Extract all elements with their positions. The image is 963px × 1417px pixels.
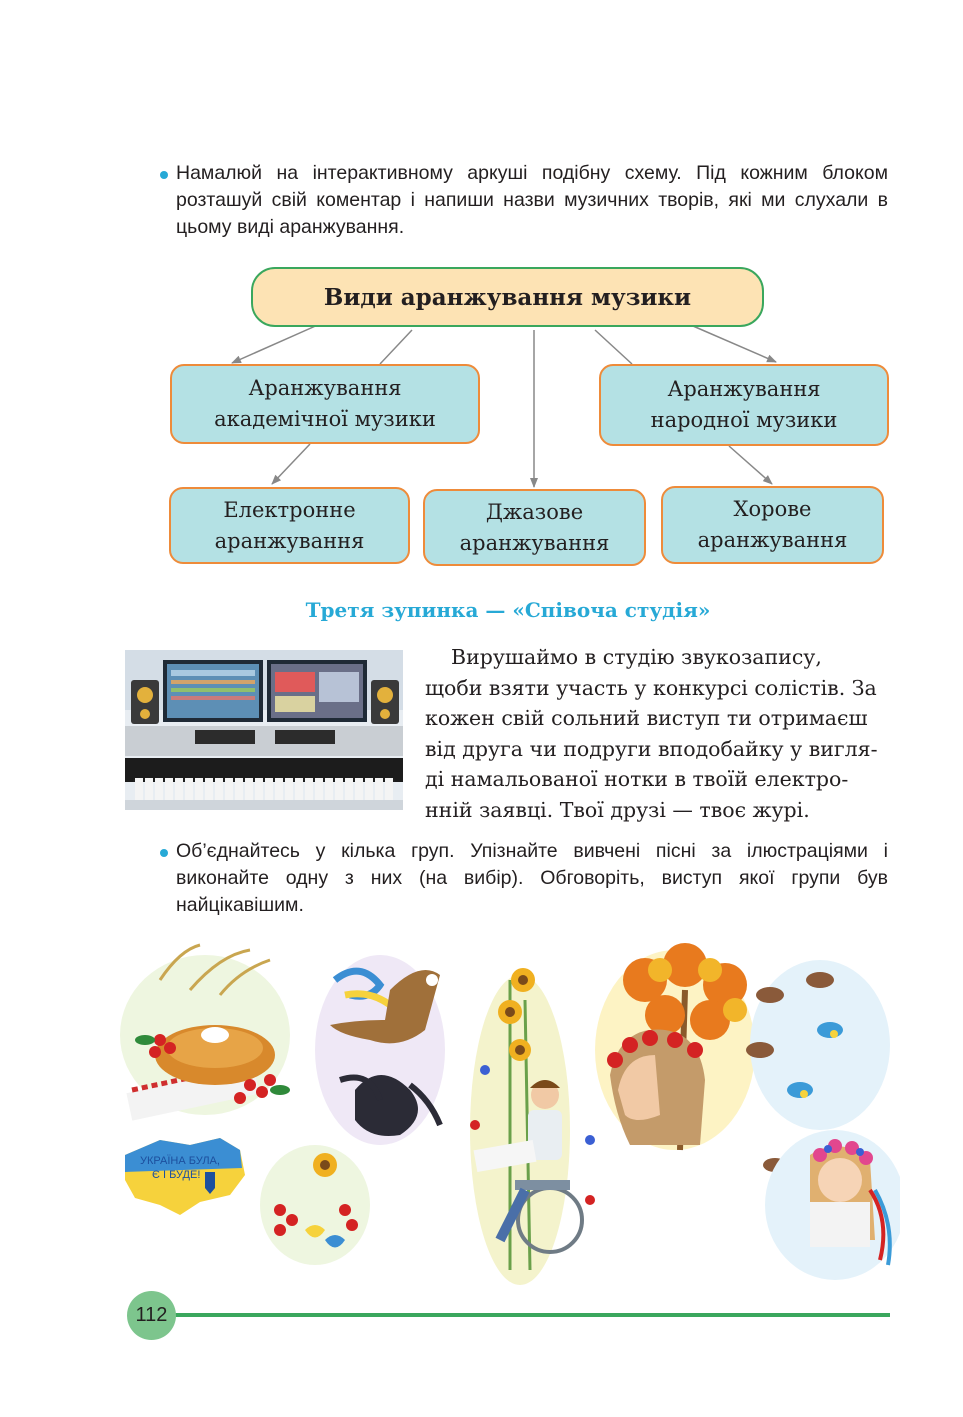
box-line: академічної музики	[214, 407, 436, 431]
viburnum-illustration	[260, 1145, 370, 1265]
task-instruction-1: Намалюй на інтерактивному аркуші подібну схему. Під кожним блоком розташуй свій коментар і напиши назви музичних творів, які ми слухали в цьому виді аранжування.	[176, 162, 888, 238]
arrow	[232, 324, 320, 363]
diagram-box-electronic	[169, 487, 410, 564]
task-instruction-2: Об’єднайтесь у кілька груп. Упізнайте вивчені пісні за ілюстраціями і виконайте одну з них (на вибір). Обговоріть, виступ якої групи був найцікавішим.	[176, 840, 888, 916]
box-line: аранжування	[697, 528, 848, 552]
intro-line: Вирушаймо в студію звукозапису,	[451, 645, 822, 669]
arrow	[595, 330, 632, 364]
eagle-illustration	[315, 955, 445, 1145]
boy-illustration	[470, 968, 595, 1285]
arrow	[272, 444, 310, 484]
diagram-box-choral	[661, 486, 884, 564]
intro-line: нній заявці. Твої друзі — твоє журі.	[425, 797, 810, 822]
box-line: аранжування	[459, 530, 610, 555]
arrow	[729, 446, 772, 484]
diagram-box-jazz	[423, 489, 646, 566]
map-text-line1: УКРАЇНА БУЛА,	[140, 1155, 220, 1167]
bread-illustration	[120, 945, 290, 1121]
song-illustrations	[120, 940, 900, 1285]
studio-photo	[125, 650, 403, 810]
studio-intro-paragraph	[425, 642, 887, 825]
box-line: народної музики	[650, 408, 838, 432]
page-footer-line	[150, 1313, 890, 1317]
box-line: Електронне	[223, 497, 356, 522]
box-line: Хорове	[733, 497, 812, 521]
box-line: Аранжування	[248, 376, 402, 400]
diagram-root-label: Види аранжування музики	[323, 283, 692, 311]
section-title: Третя зупинка — «Співоча студія»	[305, 598, 711, 622]
autumn-girl-illustration	[595, 943, 755, 1150]
page-number: 112	[127, 1291, 176, 1340]
intro-line: ді намальованої нотки в твоїй електро-	[425, 767, 849, 791]
arrow	[693, 326, 776, 362]
box-line: аранжування	[214, 528, 365, 553]
intro-line: від друга чи подруги вподобайку у вигля-	[425, 736, 878, 761]
bullet-icon	[160, 849, 168, 857]
birds-girl-illustration	[746, 960, 900, 1280]
box-line: Джазове	[485, 499, 584, 524]
intro-line: щоби взяти участь у конкурсі солістів. За	[425, 675, 877, 700]
arrow	[380, 330, 412, 364]
ukraine-map-illustration	[125, 1138, 245, 1215]
diagram-box-academic	[170, 364, 480, 444]
map-text-line2: Є І БУДЕ!	[152, 1169, 201, 1181]
diagram-root-box	[251, 267, 764, 327]
diagram-box-folk	[599, 364, 889, 446]
box-line: Аранжування	[667, 377, 821, 401]
intro-line: кожен свій сольний виступ ти отримаєш	[425, 706, 868, 730]
